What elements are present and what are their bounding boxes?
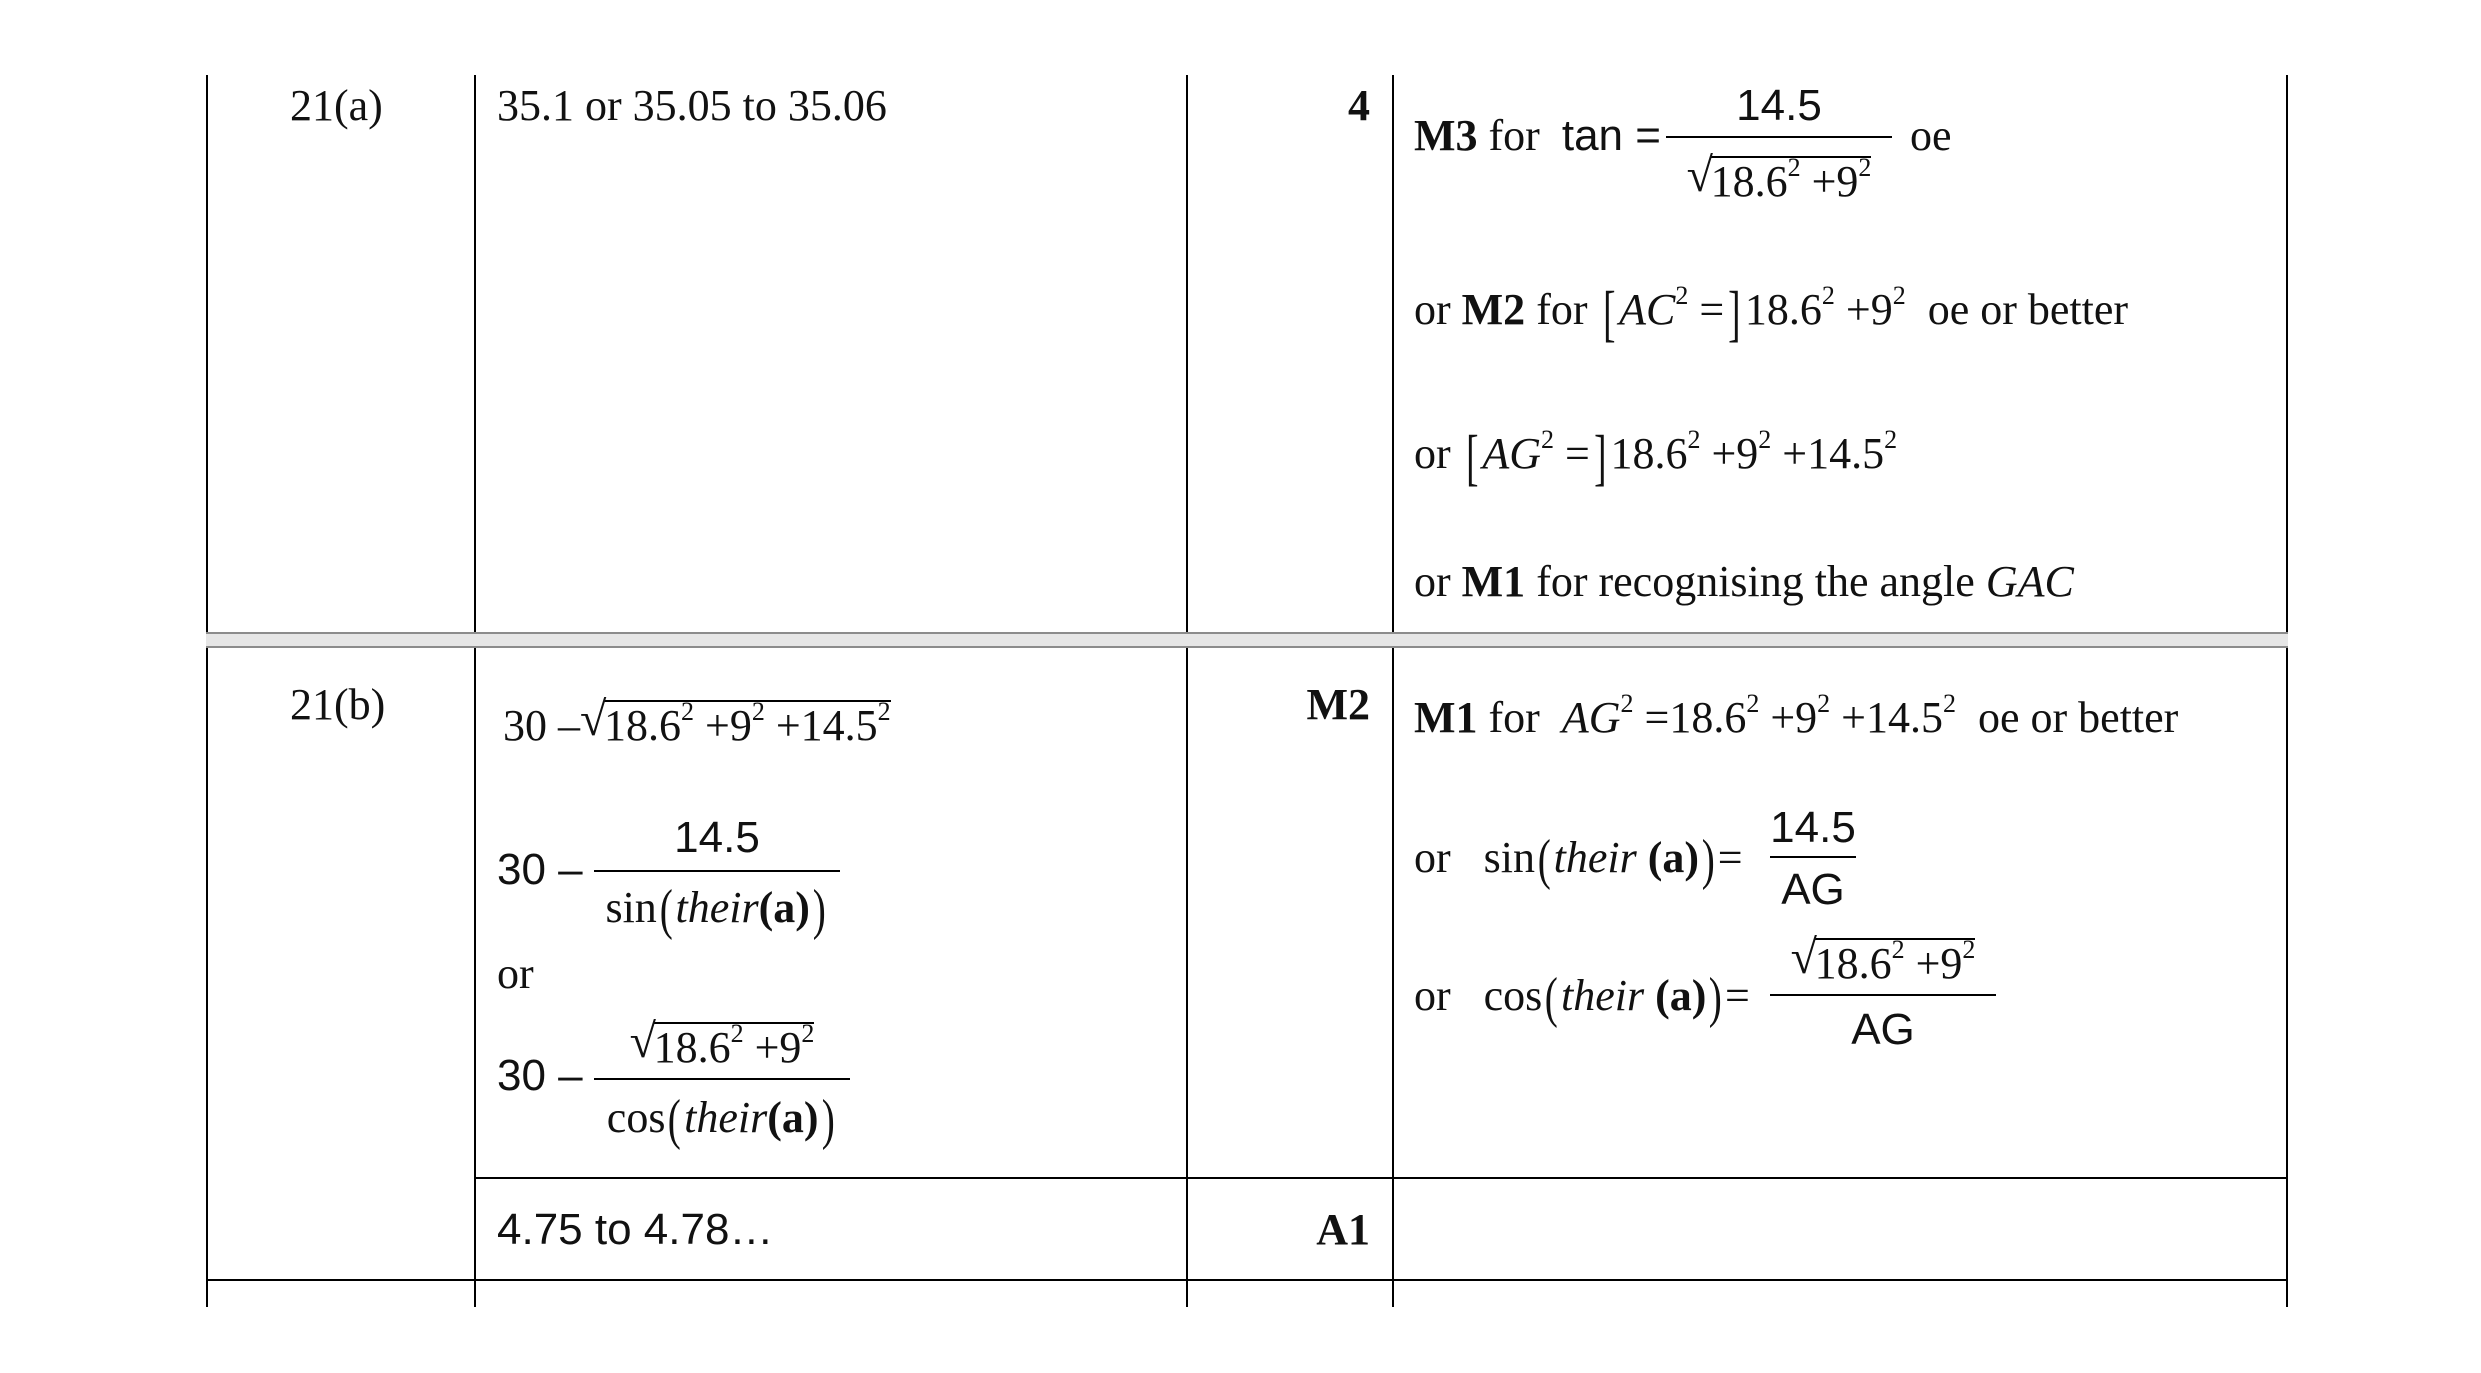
answer-b-num-2: 14.5 [674, 813, 760, 862]
tan-denominator: √ $18.6^2 +9^2$ [1686, 149, 1872, 206]
answer-b-fraction-2 [594, 812, 840, 941]
answer-b-num-3: √ $18.6^2 +9^2$ [629, 1015, 815, 1072]
answer-b-prefix-2: 30 – [497, 845, 583, 894]
table-border-left [206, 75, 208, 1307]
m3-label: M3 [1414, 111, 1478, 160]
cos-fraction-den: AG [1851, 1005, 1915, 1054]
tan-text: tan = [1561, 111, 1661, 160]
row-divider-bottom [206, 1279, 2288, 1281]
answer-b-expression-1: 30 – √ $18.6^2 +9^2 +14.5^2$ [503, 693, 891, 750]
guidance-ag-line: or $[AG^2 =]18.6^2 +9^2 +14.5^2$ [1414, 424, 1898, 492]
question-number-b: 21(b) [290, 680, 386, 729]
mark-b-m2: M2 [1306, 680, 1370, 729]
m2-label: M2 [1461, 285, 1526, 334]
angle-gac: GAC [1985, 557, 2074, 606]
m3-for: for [1488, 111, 1540, 160]
guidance-m1-line: or M1 for recognising the angle GAC [1414, 557, 2074, 606]
cos-fraction-num: √ $18.6^2 +9^2$ [1790, 931, 1976, 988]
tan-fraction [1666, 81, 1892, 206]
column-divider-3 [1392, 75, 1394, 1307]
answer-a: 35.1 or 35.05 to 35.06 [497, 81, 887, 130]
guidance-b-cos-line: or cos(their (a))= [1414, 967, 1750, 1029]
column-divider-1 [474, 75, 476, 1307]
answer-b-or: or [497, 949, 534, 998]
guidance-b-sin-fraction [1770, 800, 1856, 920]
column-divider-2 [1186, 75, 1188, 1307]
guidance-b-m1-line: M1 for $AG^2 =18.6^2 +9^2 +14.5^2$ oe or better [1414, 689, 2179, 742]
question-number-a: 21(a) [290, 81, 383, 130]
mark-b-a1: A1 [1316, 1205, 1370, 1254]
row-divider-b [474, 1177, 2288, 1179]
sin-fraction-den: AG [1781, 865, 1845, 914]
answer-b-fraction-3 [594, 1008, 850, 1151]
answer-b-den-3: cos(their(a)) [606, 1089, 835, 1151]
mark-a: 4 [1348, 81, 1370, 130]
answer-b-den-2: sin(their(a)) [605, 879, 826, 941]
row-separator-band [206, 632, 2288, 648]
b-m1-label: M1 [1414, 693, 1478, 742]
guidance-m2-line: or M2 for $[AC^2 =]18.6^2 +9^2$ oe or better [1414, 280, 2129, 348]
guidance-b-sin-line: or sin(their (a))= [1414, 829, 1743, 891]
answer-b-bar-3 [594, 1078, 850, 1080]
answer-b-bar-2 [594, 870, 840, 872]
sin-fraction-num: 14.5 [1770, 803, 1856, 852]
tan-numerator: 14.5 [1736, 81, 1822, 130]
answer-b-prefix-3: 30 – [497, 1051, 583, 1100]
fraction-bar [1666, 136, 1892, 138]
m1-label: M1 [1461, 557, 1526, 606]
guidance-b-cos-fraction [1770, 922, 1996, 1058]
table-border-right [2286, 75, 2288, 1307]
guidance-m3-line [1414, 111, 1661, 160]
answer-b-final: 4.75 to 4.78… [497, 1205, 774, 1254]
cos-fraction-bar [1770, 994, 1996, 996]
sin-fraction-bar [1770, 856, 1856, 858]
oe-text: oe [1910, 111, 1952, 160]
